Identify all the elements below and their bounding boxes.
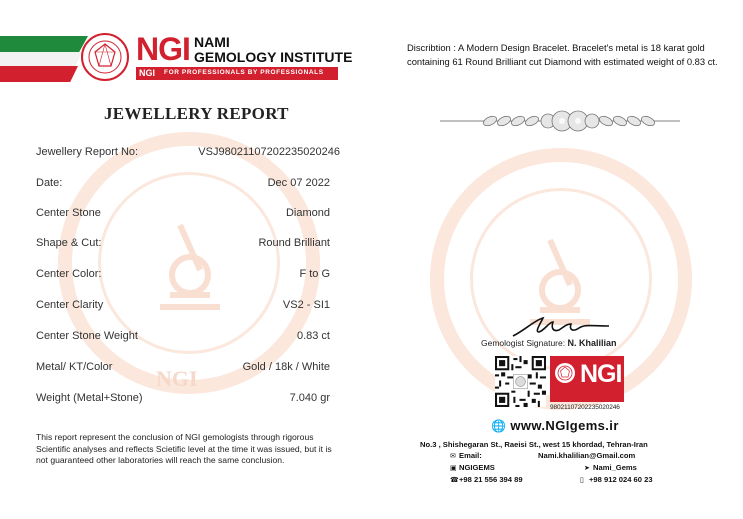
address: No.3 , Shishegaran St., Raeisi St., west 15 khordad, Tehran-Iran [420, 440, 648, 449]
mobile-number: +98 912 024 60 23 [589, 475, 653, 484]
serial-number: 98021107202235020246 [550, 404, 620, 411]
phone-number: +98 21 556 394 89 [459, 475, 523, 484]
signature-line [481, 338, 617, 348]
field-center-stone [36, 207, 336, 223]
field-center-color [36, 268, 336, 284]
field-value: Dec 07 2022 [267, 177, 330, 189]
disclaimer: This report represent the conclusion of NGI gemologists through rigorous Scientific analyses and reflects Scietific level at the time it was issued, but it is not guaranteed other laboratories will reach the same conclusion. [36, 432, 332, 465]
ngi-badge-seal-icon [554, 362, 576, 384]
website [491, 418, 619, 433]
instagram-handle: NGIGEMS [459, 463, 495, 472]
field-weight [36, 392, 336, 408]
field-value: 7.040 gr [289, 392, 330, 404]
signature-name: N. Khalilian [567, 338, 617, 348]
mail-icon: ✉ [450, 453, 456, 460]
tagline-ngi: NGI [139, 68, 156, 78]
report-title: JEWELLERY REPORT [104, 104, 289, 123]
field-label: Center Stone Weight [36, 330, 138, 342]
flag-stripe-green [0, 36, 88, 52]
telegram-handle: Nami_Gems [593, 463, 637, 472]
field-label: Date: [36, 177, 63, 189]
field-label: Center Stone [36, 207, 101, 219]
field-value: VS2 - SI1 [282, 299, 330, 311]
field-value: Round Brilliant [258, 237, 330, 249]
field-value: VSJ98021107202235020246 [198, 146, 340, 158]
signature-label: Gemologist Signature: [481, 338, 566, 348]
instagram-row [450, 463, 495, 472]
field-value: Gold / 18k / White [242, 361, 330, 373]
flag-stripe-red [0, 66, 78, 82]
globe-icon: 🌐 [491, 419, 507, 433]
flag-stripe-white [0, 52, 82, 66]
bracelet-photo [440, 106, 680, 136]
field-center-stone-weight [36, 330, 336, 346]
field-metal [36, 361, 336, 377]
ngi-seal-icon [80, 32, 130, 82]
field-label: Jewellery Report No: [36, 146, 139, 158]
field-label: Center Clarity [36, 299, 104, 311]
telegram-icon: ➤ [584, 465, 590, 472]
phone-icon: ☎ [450, 477, 459, 484]
ngi-badge [550, 356, 624, 402]
field-report-no [36, 146, 340, 162]
field-value: Diamond [285, 207, 330, 219]
email-row [450, 451, 482, 460]
ngi-badge-text: NGI [580, 360, 622, 388]
item-description: Discribtion : A Modern Design Bracelet. Bracelet's metal is 18 karat gold containing 61 Round Brilliant cut Diamond with estimated weight of 0.83 ct. [407, 42, 718, 67]
email-label: Email: [459, 451, 482, 460]
logo-ngi: NGI [136, 31, 190, 67]
tagline-text: FOR PROFESSIONALS BY PROFESSIONALS [164, 69, 324, 76]
field-label: Metal/ KT/Color [36, 361, 113, 373]
field-value: 0.83 ct [296, 330, 330, 342]
email-value: Nami.khalilian@Gmail.com [538, 451, 636, 460]
website-text: www.NGIgems.ir [510, 418, 619, 433]
field-label: Weight (Metal+Stone) [36, 392, 143, 404]
tagline-bar [136, 67, 338, 80]
logo-name-line2: GEMOLOGY INSTITUTE [194, 49, 353, 65]
watermark-ngi-left: NGI [156, 366, 198, 391]
field-value: F to G [299, 268, 330, 280]
telegram-row [584, 463, 637, 472]
mobile-icon: ▯ [580, 477, 584, 484]
mobile-row [580, 475, 653, 484]
qr-code [495, 356, 546, 407]
field-label: Shape & Cut: [36, 237, 102, 249]
phone-row [450, 475, 523, 484]
field-date [36, 177, 336, 193]
logo-name-line1: NAMI [194, 34, 230, 50]
field-label: Center Color: [36, 268, 102, 280]
instagram-icon: ▣ [450, 465, 457, 472]
field-center-clarity [36, 299, 336, 315]
field-shape-cut [36, 237, 336, 253]
